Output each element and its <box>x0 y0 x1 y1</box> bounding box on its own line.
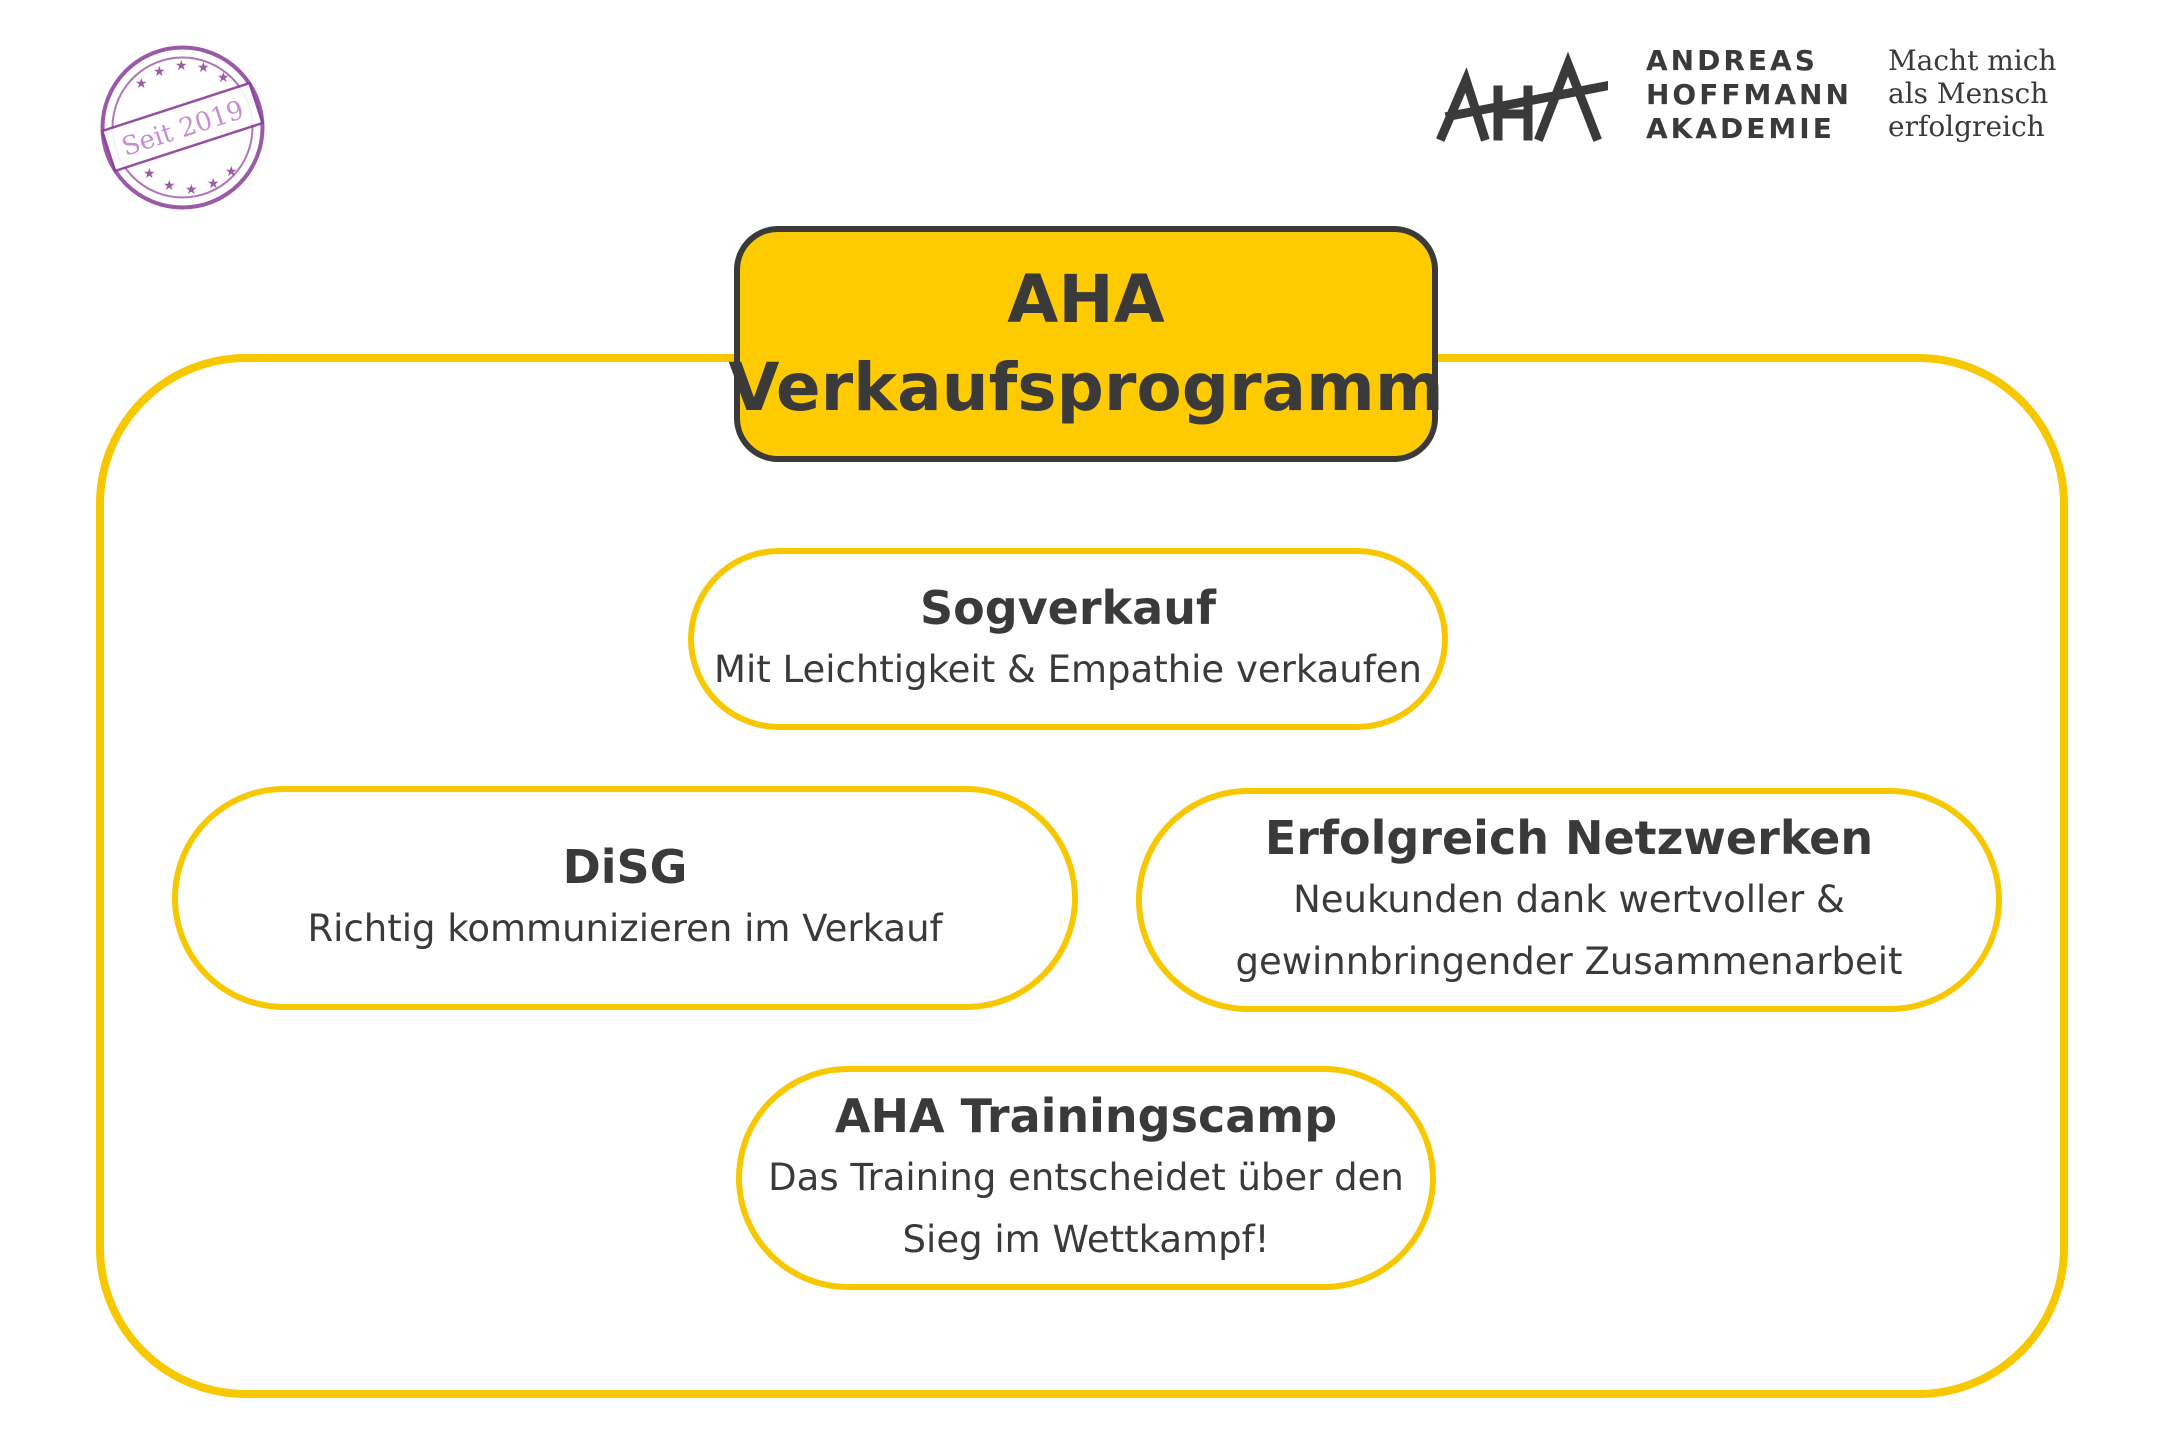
program-item-disg <box>172 786 1078 1010</box>
program-item-description: Neukunden dank wertvoller & <box>1293 878 1845 921</box>
svg-text:★: ★ <box>143 166 156 182</box>
tagline-line: als Mensch <box>1888 77 2049 110</box>
program-item-trainingscamp <box>736 1066 1436 1290</box>
academy-name-line: HOFFMANN <box>1646 78 1852 111</box>
svg-text:★: ★ <box>163 178 176 194</box>
program-item-sogverkauf <box>688 548 1448 730</box>
svg-text:★: ★ <box>153 64 166 80</box>
svg-text:★: ★ <box>135 76 148 92</box>
program-item-description: Sieg im Wettkampf! <box>902 1218 1270 1261</box>
program-title-line: Verkaufsprogramm <box>728 349 1444 426</box>
svg-text:★: ★ <box>225 164 238 180</box>
tagline-line: Macht mich <box>1888 44 2057 77</box>
svg-text:★: ★ <box>185 182 198 198</box>
program-item-title: Sogverkauf <box>920 581 1216 635</box>
academy-name <box>1646 44 1852 146</box>
program-item-description: Mit Leichtigkeit & Empathie verkaufen <box>714 648 1422 691</box>
program-title-line: AHA <box>1007 261 1165 338</box>
svg-text:★: ★ <box>217 70 230 86</box>
program-title-box <box>728 226 1444 462</box>
svg-text:Seit 2019: Seit 2019 <box>118 95 248 163</box>
program-item-title: Erfolgreich Netzwerken <box>1264 811 1874 865</box>
program-item-description: gewinnbringender Zusammenarbeit <box>1235 940 1903 983</box>
svg-text:★: ★ <box>197 60 210 76</box>
program-item-title: DiSG <box>562 840 688 894</box>
program-item-title: AHA Trainingscamp <box>834 1089 1338 1143</box>
aha-logo-icon <box>1436 50 1608 142</box>
academy-name-line: AKADEMIE <box>1646 112 1835 145</box>
academy-tagline <box>1888 44 2056 143</box>
seit-2019-stamp <box>95 40 270 215</box>
tagline-line: erfolgreich <box>1888 110 2045 143</box>
program-item-netzwerken <box>1136 788 2002 1012</box>
program-item-description: Richtig kommunizieren im Verkauf <box>307 907 943 950</box>
svg-text:★: ★ <box>175 58 188 74</box>
academy-name-line: ANDREAS <box>1646 44 1818 77</box>
svg-text:★: ★ <box>207 176 220 192</box>
program-item-description: Das Training entscheidet über den <box>768 1156 1404 1199</box>
